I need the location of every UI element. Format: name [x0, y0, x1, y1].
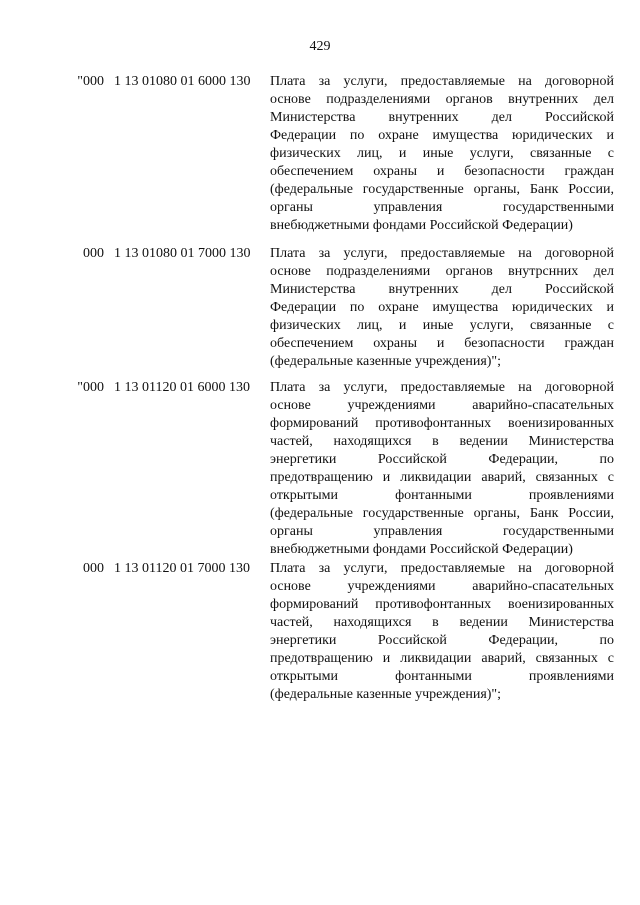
description-line: Плата за услуги, предоставляемые на договорной — [270, 74, 614, 89]
description-line: открытыми фонтанными проявлениями — [270, 488, 614, 503]
entry-description — [270, 560, 614, 704]
entry-admin-code: "000 — [77, 380, 104, 395]
description-line: Плата за услуги, предоставляемые на договорной — [270, 380, 614, 395]
description-line: основе учреждениями аварийно-спасательных — [270, 398, 614, 413]
description-line: органы управления государственными — [270, 200, 614, 215]
description-line: Плата за услуги, предоставляемые на договорной — [270, 561, 614, 576]
description-line: обеспечением охраны и безопасности граждан — [270, 164, 614, 179]
entry-description — [270, 73, 614, 235]
description-line: (федеральные казенные учреждения)"; — [270, 687, 502, 702]
description-line: Плата за услуги, предоставляемые на договорной — [270, 246, 614, 261]
entry-admin-code: 000 — [83, 246, 104, 261]
description-line: основе подразделениями органов внутрснних дел — [270, 264, 614, 279]
description-line: (федеральные государственные органы, Банк России, — [270, 506, 614, 521]
description-line: физических лиц, и иные услуги, связанные с — [270, 318, 614, 333]
entry-admin-code: 000 — [83, 561, 104, 576]
description-line: Федерации по охране имущества юридических и — [270, 128, 614, 143]
description-line: Министерства внутренних дел Российской — [270, 282, 614, 297]
page-number: 429 — [309, 39, 331, 54]
entry-kbk-code: 1 13 01080 01 7000 130 — [114, 246, 251, 261]
description-line: физических лиц, и иные услуги, связанные с — [270, 146, 614, 161]
description-line: частей, находящихся в ведении Министерства — [270, 434, 614, 449]
description-line: предотвращению и ликвидации аварий, связанных с — [270, 470, 614, 485]
description-line: внебюджетными фондами Российской Федерации) — [270, 218, 573, 233]
description-line: основе подразделениями органов внутренних дел — [270, 92, 614, 107]
description-line: формирований противофонтанных военизированных — [270, 597, 614, 612]
entry-description — [270, 379, 614, 559]
entry-kbk-code: 1 13 01080 01 6000 130 — [114, 74, 251, 89]
description-line: предотвращению и ликвидации аварий, связанных с — [270, 651, 614, 666]
entry-admin-code: "000 — [77, 74, 104, 89]
description-line: Министерства внутренних дел Российской — [270, 110, 614, 125]
description-line: энергетики Российской Федерации, по — [270, 633, 614, 648]
description-line: основе учреждениями аварийно-спасательных — [270, 579, 614, 594]
entry-kbk-code: 1 13 01120 01 6000 130 — [114, 380, 250, 395]
description-line: органы управления государственными — [270, 524, 614, 539]
description-line: обеспечением охраны и безопасности граждан — [270, 336, 614, 351]
description-line: Федерации по охране имущества юридических и — [270, 300, 614, 315]
description-line: частей, находящихся в ведении Министерства — [270, 615, 614, 630]
description-line: (федеральные казенные учреждения)"; — [270, 354, 502, 369]
entry-description — [270, 245, 614, 371]
description-line: формирований противофонтанных военизированных — [270, 416, 614, 431]
description-line: энергетики Российской Федерации, по — [270, 452, 614, 467]
description-line: внебюджетными фондами Российской Федерации) — [270, 542, 573, 557]
description-line: открытыми фонтанными проявлениями — [270, 669, 614, 684]
entry-kbk-code: 1 13 01120 01 7000 130 — [114, 561, 250, 576]
description-line: (федеральные государственные органы, Банк России, — [270, 182, 614, 197]
